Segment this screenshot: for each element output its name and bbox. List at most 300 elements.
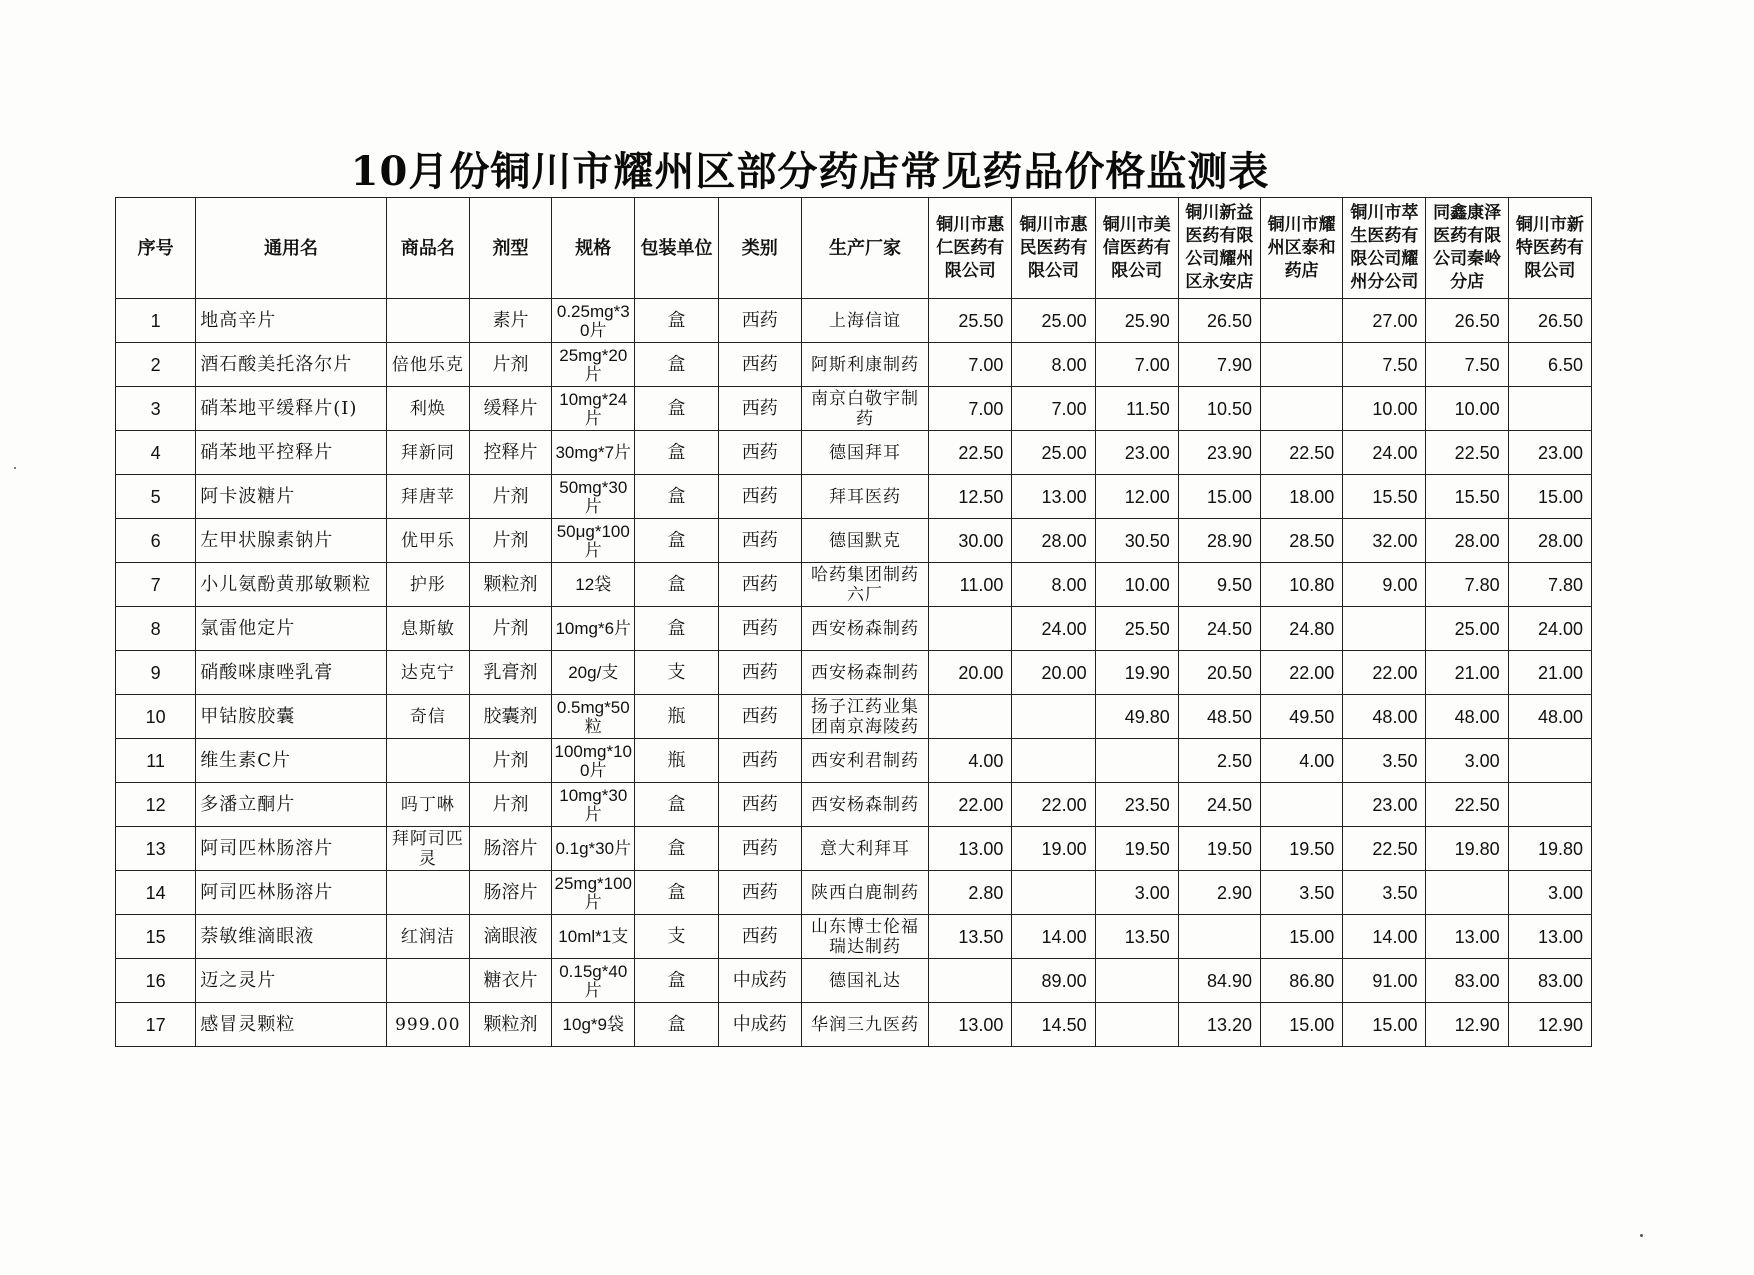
cell-dosage-form: 糖衣片 xyxy=(469,959,551,1003)
cell-store-price: 14.50 xyxy=(1012,1003,1095,1047)
cell-category: 西药 xyxy=(718,475,801,519)
cell-category: 西药 xyxy=(718,695,801,739)
cell-store-price: 28.00 xyxy=(1012,519,1095,563)
cell-brand-name: 拜唐苹 xyxy=(386,475,469,519)
cell-seq: 4 xyxy=(116,431,196,475)
cell-generic-name: 阿司匹林肠溶片 xyxy=(196,871,387,915)
table-row xyxy=(116,739,1592,783)
cell-store-price xyxy=(1426,871,1508,915)
cell-store-price: 22.50 xyxy=(1343,827,1426,871)
cell-spec: 10mg*24片 xyxy=(552,387,635,431)
cell-manufacturer: 陕西白鹿制药 xyxy=(801,871,928,915)
cell-generic-name: 硝苯地平缓释片(Ⅰ) xyxy=(196,387,387,431)
cell-generic-name: 硝酸咪康唑乳膏 xyxy=(196,651,387,695)
cell-brand-name: 护彤 xyxy=(386,563,469,607)
cell-store-price: 12.00 xyxy=(1095,475,1178,519)
cell-brand-name xyxy=(386,739,469,783)
cell-store-price: 27.00 xyxy=(1343,299,1426,343)
col-header-store: 铜川市耀州区泰和药店 xyxy=(1261,198,1343,299)
table-row xyxy=(116,783,1592,827)
cell-generic-name: 小儿氨酚黄那敏颗粒 xyxy=(196,563,387,607)
cell-store-price xyxy=(1178,915,1260,959)
cell-store-price: 7.00 xyxy=(1012,387,1095,431)
cell-spec: 50μg*100片 xyxy=(552,519,635,563)
cell-store-price: 30.50 xyxy=(1095,519,1178,563)
cell-spec: 30mg*7片 xyxy=(552,431,635,475)
cell-store-price: 83.00 xyxy=(1426,959,1508,1003)
cell-package-unit: 盒 xyxy=(635,387,718,431)
cell-seq: 10 xyxy=(116,695,196,739)
cell-category: 西药 xyxy=(718,827,801,871)
cell-seq: 5 xyxy=(116,475,196,519)
cell-spec: 25mg*100片 xyxy=(552,871,635,915)
cell-brand-name xyxy=(386,871,469,915)
cell-brand-name: 达克宁 xyxy=(386,651,469,695)
cell-store-price: 91.00 xyxy=(1343,959,1426,1003)
table-row xyxy=(116,519,1592,563)
cell-package-unit: 盒 xyxy=(635,783,718,827)
cell-brand-name: 拜新同 xyxy=(386,431,469,475)
cell-generic-name: 酒石酸美托洛尔片 xyxy=(196,343,387,387)
cell-store-price: 10.00 xyxy=(1343,387,1426,431)
cell-store-price: 14.00 xyxy=(1343,915,1426,959)
cell-spec: 10g*9袋 xyxy=(552,1003,635,1047)
col-header-brand-name: 商品名 xyxy=(386,198,469,299)
cell-generic-name: 感冒灵颗粒 xyxy=(196,1003,387,1047)
cell-category: 西药 xyxy=(718,563,801,607)
cell-package-unit: 盒 xyxy=(635,871,718,915)
cell-spec: 20g/支 xyxy=(552,651,635,695)
cell-store-price: 32.00 xyxy=(1343,519,1426,563)
col-header-package-unit: 包装单位 xyxy=(635,198,718,299)
cell-store-price xyxy=(1012,739,1095,783)
cell-store-price: 48.50 xyxy=(1178,695,1260,739)
cell-store-price: 49.80 xyxy=(1095,695,1178,739)
cell-store-price: 13.00 xyxy=(929,827,1012,871)
cell-package-unit: 盒 xyxy=(635,827,718,871)
cell-store-price: 13.20 xyxy=(1178,1003,1260,1047)
cell-store-price: 10.50 xyxy=(1178,387,1260,431)
cell-store-price xyxy=(1012,871,1095,915)
cell-manufacturer: 德国默克 xyxy=(801,519,928,563)
cell-dosage-form: 片剂 xyxy=(469,783,551,827)
cell-seq: 14 xyxy=(116,871,196,915)
cell-store-price xyxy=(929,695,1012,739)
cell-store-price: 13.00 xyxy=(1426,915,1508,959)
cell-seq: 12 xyxy=(116,783,196,827)
col-header-generic-name: 通用名 xyxy=(196,198,387,299)
cell-seq: 3 xyxy=(116,387,196,431)
cell-store-price: 19.80 xyxy=(1508,827,1591,871)
cell-store-price: 22.00 xyxy=(1012,783,1095,827)
cell-store-price xyxy=(1261,299,1343,343)
cell-generic-name: 硝苯地平控释片 xyxy=(196,431,387,475)
cell-manufacturer: 西安利君制药 xyxy=(801,739,928,783)
cell-store-price: 30.00 xyxy=(929,519,1012,563)
cell-store-price: 28.50 xyxy=(1261,519,1343,563)
cell-store-price: 24.80 xyxy=(1261,607,1343,651)
cell-store-price xyxy=(929,607,1012,651)
cell-store-price: 19.80 xyxy=(1426,827,1508,871)
table-row xyxy=(116,343,1592,387)
cell-category: 西药 xyxy=(718,783,801,827)
cell-seq: 1 xyxy=(116,299,196,343)
cell-store-price xyxy=(1508,739,1591,783)
cell-store-price: 18.00 xyxy=(1261,475,1343,519)
cell-store-price: 22.50 xyxy=(1426,783,1508,827)
cell-store-price: 3.00 xyxy=(1426,739,1508,783)
cell-brand-name: 息斯敏 xyxy=(386,607,469,651)
cell-generic-name: 阿司匹林肠溶片 xyxy=(196,827,387,871)
cell-category: 西药 xyxy=(718,739,801,783)
cell-seq: 2 xyxy=(116,343,196,387)
cell-store-price: 19.50 xyxy=(1095,827,1178,871)
cell-store-price: 13.50 xyxy=(1095,915,1178,959)
cell-store-price: 8.00 xyxy=(1012,343,1095,387)
cell-manufacturer: 拜耳医药 xyxy=(801,475,928,519)
cell-store-price xyxy=(1508,783,1591,827)
cell-store-price: 15.50 xyxy=(1426,475,1508,519)
cell-dosage-form: 片剂 xyxy=(469,343,551,387)
col-header-spec: 规格 xyxy=(552,198,635,299)
cell-store-price: 3.50 xyxy=(1261,871,1343,915)
col-header-store: 铜川市惠民医药有限公司 xyxy=(1012,198,1095,299)
cell-store-price: 19.90 xyxy=(1095,651,1178,695)
col-header-store: 铜川市萃生医药有限公司耀州分公司 xyxy=(1343,198,1426,299)
cell-brand-name xyxy=(386,299,469,343)
cell-dosage-form: 滴眼液 xyxy=(469,915,551,959)
cell-store-price: 10.80 xyxy=(1261,563,1343,607)
cell-store-price: 28.00 xyxy=(1508,519,1591,563)
cell-manufacturer: 意大利拜耳 xyxy=(801,827,928,871)
cell-category: 西药 xyxy=(718,343,801,387)
cell-store-price: 19.50 xyxy=(1178,827,1260,871)
cell-store-price: 13.00 xyxy=(1012,475,1095,519)
cell-dosage-form: 控释片 xyxy=(469,431,551,475)
cell-store-price: 19.50 xyxy=(1261,827,1343,871)
table-row xyxy=(116,1003,1592,1047)
cell-store-price: 89.00 xyxy=(1012,959,1095,1003)
cell-store-price: 21.00 xyxy=(1426,651,1508,695)
cell-store-price: 3.00 xyxy=(1095,871,1178,915)
cell-manufacturer: 南京白敬宇制药 xyxy=(801,387,928,431)
cell-category: 西药 xyxy=(718,519,801,563)
cell-store-price: 15.00 xyxy=(1508,475,1591,519)
cell-store-price: 25.00 xyxy=(1012,431,1095,475)
cell-category: 西药 xyxy=(718,915,801,959)
cell-store-price: 15.00 xyxy=(1178,475,1260,519)
cell-brand-name: 999.00 xyxy=(386,1003,469,1047)
cell-package-unit: 盒 xyxy=(635,607,718,651)
cell-store-price: 83.00 xyxy=(1508,959,1591,1003)
cell-store-price: 7.80 xyxy=(1508,563,1591,607)
cell-brand-name: 红润洁 xyxy=(386,915,469,959)
cell-store-price: 13.00 xyxy=(929,1003,1012,1047)
col-header-seq: 序号 xyxy=(116,198,196,299)
cell-package-unit: 盒 xyxy=(635,299,718,343)
cell-store-price: 25.90 xyxy=(1095,299,1178,343)
cell-store-price: 10.00 xyxy=(1095,563,1178,607)
cell-store-price: 22.50 xyxy=(1261,431,1343,475)
cell-manufacturer: 德国礼达 xyxy=(801,959,928,1003)
cell-package-unit: 盒 xyxy=(635,563,718,607)
cell-brand-name: 优甲乐 xyxy=(386,519,469,563)
table-header-row xyxy=(116,198,1592,299)
cell-seq: 16 xyxy=(116,959,196,1003)
cell-store-price: 22.50 xyxy=(1426,431,1508,475)
table-row xyxy=(116,387,1592,431)
cell-package-unit: 盒 xyxy=(635,519,718,563)
table-row xyxy=(116,431,1592,475)
cell-spec: 50mg*30片 xyxy=(552,475,635,519)
price-monitoring-table xyxy=(115,197,1592,1047)
cell-store-price: 22.00 xyxy=(929,783,1012,827)
cell-store-price xyxy=(1095,1003,1178,1047)
cell-store-price xyxy=(1095,959,1178,1003)
cell-store-price: 4.00 xyxy=(929,739,1012,783)
cell-brand-name: 拜阿司匹灵 xyxy=(386,827,469,871)
scan-speck xyxy=(1640,1234,1643,1237)
cell-store-price: 7.50 xyxy=(1343,343,1426,387)
cell-store-price xyxy=(1261,783,1343,827)
cell-store-price: 23.00 xyxy=(1095,431,1178,475)
cell-store-price: 15.00 xyxy=(1261,1003,1343,1047)
cell-store-price: 48.00 xyxy=(1426,695,1508,739)
cell-store-price xyxy=(1508,387,1591,431)
cell-store-price: 23.50 xyxy=(1095,783,1178,827)
cell-category: 西药 xyxy=(718,387,801,431)
cell-store-price: 22.00 xyxy=(1343,651,1426,695)
cell-store-price: 25.50 xyxy=(1095,607,1178,651)
cell-brand-name xyxy=(386,959,469,1003)
cell-dosage-form: 片剂 xyxy=(469,607,551,651)
cell-store-price: 7.00 xyxy=(929,387,1012,431)
cell-brand-name: 利焕 xyxy=(386,387,469,431)
cell-store-price: 86.80 xyxy=(1261,959,1343,1003)
cell-store-price: 12.50 xyxy=(929,475,1012,519)
cell-manufacturer: 西安杨森制药 xyxy=(801,783,928,827)
cell-store-price: 22.50 xyxy=(929,431,1012,475)
cell-store-price: 7.90 xyxy=(1178,343,1260,387)
cell-dosage-form: 乳膏剂 xyxy=(469,651,551,695)
cell-store-price: 84.90 xyxy=(1178,959,1260,1003)
cell-store-price: 7.00 xyxy=(929,343,1012,387)
col-header-category: 类别 xyxy=(718,198,801,299)
page-title: 10月份铜川市耀州区部分药店常见药品价格监测表 xyxy=(350,148,1270,195)
cell-seq: 7 xyxy=(116,563,196,607)
cell-dosage-form: 片剂 xyxy=(469,519,551,563)
cell-store-price: 14.00 xyxy=(1012,915,1095,959)
cell-store-price: 48.00 xyxy=(1343,695,1426,739)
cell-store-price: 13.00 xyxy=(1508,915,1591,959)
cell-store-price: 10.00 xyxy=(1426,387,1508,431)
table-row xyxy=(116,827,1592,871)
cell-store-price: 4.00 xyxy=(1261,739,1343,783)
col-header-manufacturer: 生产厂家 xyxy=(801,198,928,299)
table-row xyxy=(116,695,1592,739)
cell-store-price: 11.00 xyxy=(929,563,1012,607)
cell-store-price: 2.80 xyxy=(929,871,1012,915)
scan-speck xyxy=(14,467,16,469)
cell-store-price: 25.50 xyxy=(929,299,1012,343)
cell-store-price: 24.00 xyxy=(1508,607,1591,651)
cell-dosage-form: 肠溶片 xyxy=(469,827,551,871)
cell-spec: 0.1g*30片 xyxy=(552,827,635,871)
cell-category: 西药 xyxy=(718,651,801,695)
cell-store-price: 24.50 xyxy=(1178,783,1260,827)
cell-store-price: 7.50 xyxy=(1426,343,1508,387)
cell-generic-name: 维生素C片 xyxy=(196,739,387,783)
cell-store-price: 28.00 xyxy=(1426,519,1508,563)
cell-store-price xyxy=(1343,607,1426,651)
cell-seq: 9 xyxy=(116,651,196,695)
cell-store-price: 21.00 xyxy=(1508,651,1591,695)
cell-store-price: 13.50 xyxy=(929,915,1012,959)
cell-store-price xyxy=(929,959,1012,1003)
cell-store-price: 3.00 xyxy=(1508,871,1591,915)
cell-spec: 10ml*1支 xyxy=(552,915,635,959)
cell-dosage-form: 颗粒剂 xyxy=(469,563,551,607)
cell-spec: 100mg*100片 xyxy=(552,739,635,783)
cell-generic-name: 多潘立酮片 xyxy=(196,783,387,827)
table-row xyxy=(116,607,1592,651)
cell-seq: 11 xyxy=(116,739,196,783)
cell-manufacturer: 山东博士伦福瑞达制药 xyxy=(801,915,928,959)
table-row xyxy=(116,475,1592,519)
cell-store-price: 12.90 xyxy=(1508,1003,1591,1047)
cell-store-price: 24.50 xyxy=(1178,607,1260,651)
cell-dosage-form: 颗粒剂 xyxy=(469,1003,551,1047)
cell-store-price: 11.50 xyxy=(1095,387,1178,431)
cell-brand-name: 奇信 xyxy=(386,695,469,739)
cell-generic-name: 阿卡波糖片 xyxy=(196,475,387,519)
cell-manufacturer: 华润三九医药 xyxy=(801,1003,928,1047)
cell-store-price: 19.00 xyxy=(1012,827,1095,871)
col-header-store: 铜川市美信医药有限公司 xyxy=(1095,198,1178,299)
cell-store-price xyxy=(1261,343,1343,387)
cell-store-price: 9.50 xyxy=(1178,563,1260,607)
cell-package-unit: 盒 xyxy=(635,475,718,519)
table-row xyxy=(116,651,1592,695)
col-header-store: 铜川新益医药有限公司耀州区永安店 xyxy=(1178,198,1260,299)
cell-dosage-form: 素片 xyxy=(469,299,551,343)
cell-brand-name: 吗丁啉 xyxy=(386,783,469,827)
cell-package-unit: 盒 xyxy=(635,431,718,475)
cell-spec: 0.15g*40片 xyxy=(552,959,635,1003)
cell-generic-name: 氯雷他定片 xyxy=(196,607,387,651)
cell-store-price: 25.00 xyxy=(1426,607,1508,651)
cell-dosage-form: 缓释片 xyxy=(469,387,551,431)
cell-store-price xyxy=(1095,739,1178,783)
cell-store-price: 48.00 xyxy=(1508,695,1591,739)
col-header-store: 同鑫康泽医药有限公司秦岭分店 xyxy=(1426,198,1508,299)
cell-store-price: 9.00 xyxy=(1343,563,1426,607)
cell-store-price: 25.00 xyxy=(1012,299,1095,343)
table-row xyxy=(116,563,1592,607)
cell-seq: 17 xyxy=(116,1003,196,1047)
cell-store-price xyxy=(1261,387,1343,431)
cell-store-price: 28.90 xyxy=(1178,519,1260,563)
cell-store-price: 20.00 xyxy=(929,651,1012,695)
cell-store-price: 15.00 xyxy=(1343,1003,1426,1047)
cell-store-price: 23.90 xyxy=(1178,431,1260,475)
cell-seq: 13 xyxy=(116,827,196,871)
cell-spec: 0.5mg*50粒 xyxy=(552,695,635,739)
cell-package-unit: 盒 xyxy=(635,959,718,1003)
cell-store-price: 24.00 xyxy=(1343,431,1426,475)
cell-category: 西药 xyxy=(718,607,801,651)
cell-store-price: 2.90 xyxy=(1178,871,1260,915)
cell-store-price: 3.50 xyxy=(1343,871,1426,915)
cell-seq: 6 xyxy=(116,519,196,563)
cell-package-unit: 盒 xyxy=(635,343,718,387)
col-header-dosage-form: 剂型 xyxy=(469,198,551,299)
cell-store-price: 20.50 xyxy=(1178,651,1260,695)
col-header-store: 铜川市新特医药有限公司 xyxy=(1508,198,1591,299)
cell-dosage-form: 胶囊剂 xyxy=(469,695,551,739)
cell-store-price: 3.50 xyxy=(1343,739,1426,783)
cell-package-unit: 瓶 xyxy=(635,739,718,783)
cell-package-unit: 盒 xyxy=(635,1003,718,1047)
cell-spec: 10mg*30片 xyxy=(552,783,635,827)
cell-generic-name: 左甲状腺素钠片 xyxy=(196,519,387,563)
cell-dosage-form: 片剂 xyxy=(469,475,551,519)
cell-store-price: 15.00 xyxy=(1261,915,1343,959)
cell-spec: 25mg*20片 xyxy=(552,343,635,387)
cell-manufacturer: 扬子江药业集团南京海陵药 xyxy=(801,695,928,739)
cell-manufacturer: 哈药集团制药六厂 xyxy=(801,563,928,607)
cell-generic-name: 地高辛片 xyxy=(196,299,387,343)
cell-store-price: 49.50 xyxy=(1261,695,1343,739)
cell-spec: 0.25mg*30片 xyxy=(552,299,635,343)
table-row xyxy=(116,299,1592,343)
cell-store-price: 7.80 xyxy=(1426,563,1508,607)
cell-category: 中成药 xyxy=(718,959,801,1003)
cell-store-price: 26.50 xyxy=(1426,299,1508,343)
cell-seq: 15 xyxy=(116,915,196,959)
cell-store-price: 24.00 xyxy=(1012,607,1095,651)
cell-category: 西药 xyxy=(718,431,801,475)
cell-brand-name: 倍他乐克 xyxy=(386,343,469,387)
cell-generic-name: 甲钴胺胶囊 xyxy=(196,695,387,739)
cell-manufacturer: 德国拜耳 xyxy=(801,431,928,475)
cell-generic-name: 萘敏维滴眼液 xyxy=(196,915,387,959)
cell-category: 西药 xyxy=(718,299,801,343)
cell-store-price: 12.90 xyxy=(1426,1003,1508,1047)
cell-dosage-form: 肠溶片 xyxy=(469,871,551,915)
cell-spec: 12袋 xyxy=(552,563,635,607)
cell-manufacturer: 上海信谊 xyxy=(801,299,928,343)
table-row xyxy=(116,871,1592,915)
cell-seq: 8 xyxy=(116,607,196,651)
table-row xyxy=(116,915,1592,959)
cell-category: 中成药 xyxy=(718,1003,801,1047)
cell-store-price: 8.00 xyxy=(1012,563,1095,607)
cell-store-price xyxy=(1012,695,1095,739)
cell-store-price: 15.50 xyxy=(1343,475,1426,519)
cell-dosage-form: 片剂 xyxy=(469,739,551,783)
cell-store-price: 23.00 xyxy=(1508,431,1591,475)
cell-store-price: 22.00 xyxy=(1261,651,1343,695)
cell-manufacturer: 西安杨森制药 xyxy=(801,651,928,695)
cell-category: 西药 xyxy=(718,871,801,915)
cell-manufacturer: 阿斯利康制药 xyxy=(801,343,928,387)
cell-generic-name: 迈之灵片 xyxy=(196,959,387,1003)
cell-store-price: 2.50 xyxy=(1178,739,1260,783)
cell-spec: 10mg*6片 xyxy=(552,607,635,651)
cell-package-unit: 支 xyxy=(635,651,718,695)
cell-store-price: 26.50 xyxy=(1508,299,1591,343)
